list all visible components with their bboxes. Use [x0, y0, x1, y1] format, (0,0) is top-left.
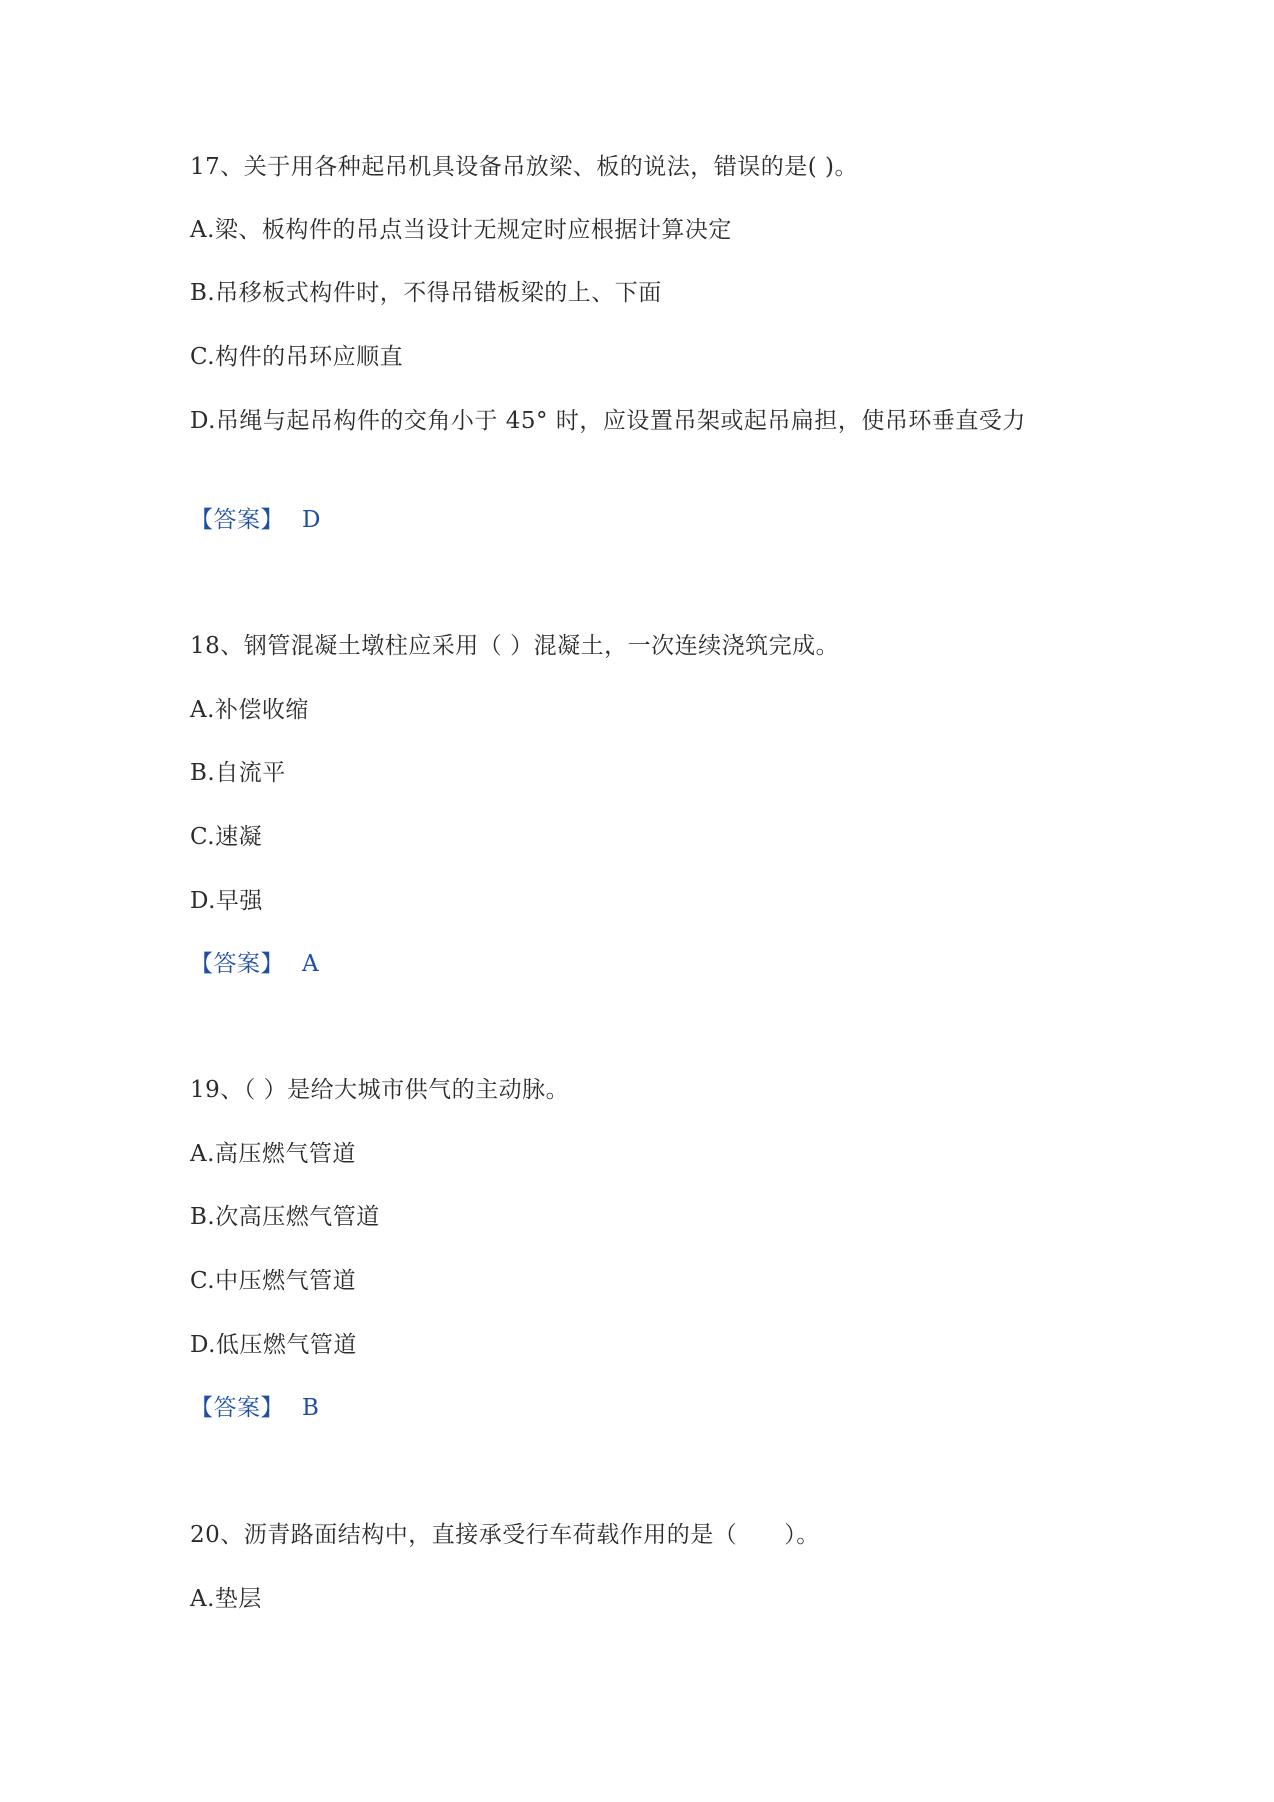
question-19-option-d: D.低压燃气管道: [190, 1332, 357, 1358]
question-18-option-a: A.补偿收缩: [190, 697, 309, 723]
question-19-option-b: B.次高压燃气管道: [190, 1204, 380, 1230]
answer-label: 【答案】: [190, 507, 284, 533]
question-17-option-d: D.吊绳与起吊构件的交角小于 45° 时，应设置吊架或起吊扁担，使吊环垂直受力: [190, 408, 1026, 434]
answer-label: 【答案】: [190, 951, 284, 977]
question-17-stem: 17、关于用各种起吊机具设备吊放梁、板的说法，错误的是( )。: [190, 154, 859, 180]
question-18-option-d: D.早强: [190, 888, 263, 914]
question-20-option-a: A.垫层: [190, 1586, 262, 1612]
question-17-option-c: C.构件的吊环应顺直: [190, 344, 404, 370]
answer-label: 【答案】: [190, 1395, 284, 1421]
question-20-stem: 20、沥青路面结构中，直接承受行车荷载作用的是（ ）。: [190, 1522, 820, 1548]
question-18-option-b: B.自流平: [190, 760, 286, 786]
question-18-option-c: C.速凝: [190, 824, 263, 850]
question-19-option-a: A.高压燃气管道: [190, 1141, 356, 1167]
answer-value: A: [302, 951, 320, 977]
question-17-answer: [190, 503, 1090, 537]
answer-value: D: [302, 507, 321, 533]
question-17-option-b: B.吊移板式构件时，不得吊错板梁的上、下面: [190, 280, 662, 306]
question-18-stem: 18、钢管混凝土墩柱应采用（ ）混凝土，一次连续浇筑完成。: [190, 633, 840, 659]
question-19-stem: 19、（ ）是给大城市供气的主动脉。: [190, 1077, 570, 1103]
question-18-answer: [190, 947, 1090, 981]
question-19-option-c: C.中压燃气管道: [190, 1268, 357, 1294]
question-17-option-a: A.梁、板构件的吊点当设计无规定时应根据计算决定: [190, 217, 732, 243]
answer-value: B: [302, 1395, 320, 1421]
question-19-answer: [190, 1391, 1090, 1425]
